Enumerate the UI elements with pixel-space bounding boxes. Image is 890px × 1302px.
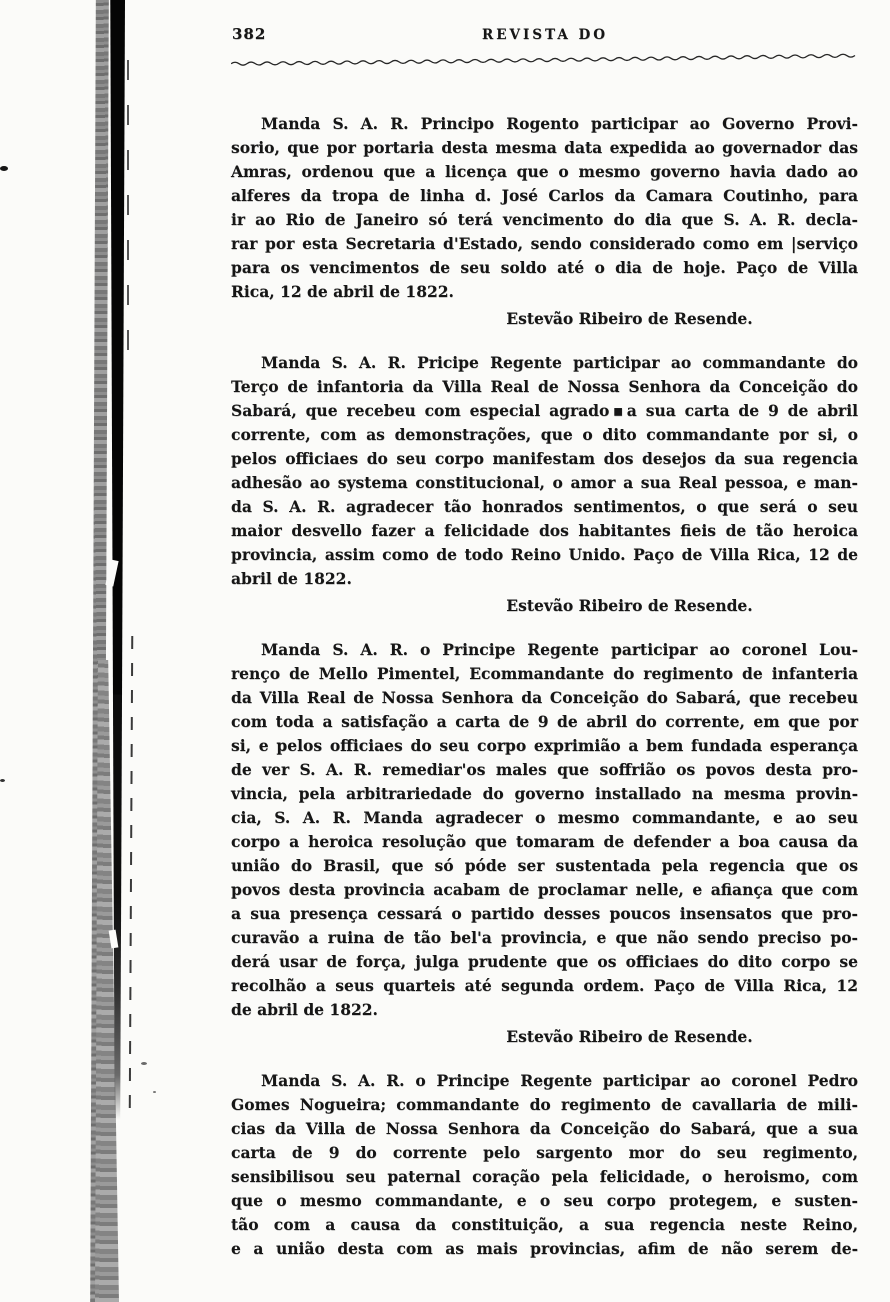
- signature: Estevão Ribeiro de Resende.: [506, 596, 753, 615]
- text-line: cia, S. A. R. Manda agradecer o mesmo commandante, e ao seu: [231, 808, 858, 827]
- text-line: de ver S. A. R. remediar'os males que soffrião os povos desta pro-: [231, 760, 858, 779]
- page-header: [232, 25, 858, 47]
- journal-title: REVISTA DO: [482, 27, 608, 43]
- paragraph-block: [231, 112, 858, 331]
- text-line: que o mesmo commandante, e o seu corpo protegem, e susten-: [231, 1191, 858, 1210]
- text-line: vincia, pela arbitrariedade do governo installado na mesma provin-: [231, 784, 858, 803]
- text-line: curavão a ruina de tão bel'a provincia, e que não sendo preciso po-: [231, 928, 858, 947]
- text-line: derá usar de força, julga prudente que os officiaes do dito corpo se: [231, 952, 858, 971]
- text-line: corrente, com as demonstrações, que o dito commandante por si, o: [231, 425, 858, 444]
- text-line: Amras, ordenou que a licença que o mesmo governo havia dado ao: [231, 162, 858, 181]
- text-line: da Villa Real de Nossa Senhora da Conceição do Sabará, que recebeu: [231, 688, 858, 707]
- signature: Estevão Ribeiro de Resende.: [506, 309, 753, 328]
- text-column: [231, 112, 858, 1261]
- text-line: si, e pelos officiaes do seu corpo exprimião a bem fundada esperança: [231, 736, 858, 755]
- text-line: maior desvello fazer a felicidade dos habitantes fieis de tão heroica: [231, 521, 858, 540]
- text-line: ir ao Rio de Janeiro só terá vencimento do dia que S. A. R. decla-: [231, 210, 858, 229]
- text-line: união do Brasil, que só póde ser sustentada pela regencia que os: [231, 856, 858, 875]
- text-line: Sabará, que recebeu com especial agrado▪a sua carta de 9 de abril: [231, 401, 858, 420]
- text-line: sensibilisou seu paternal coração pela felicidade, o heroismo, com: [231, 1167, 858, 1186]
- ink-speck: [0, 166, 8, 171]
- paragraph: [231, 638, 858, 1022]
- ink-speck: [153, 1091, 156, 1093]
- text-line: pelos officiaes do seu corpo manifestam dos desejos da sua regencia: [231, 449, 858, 468]
- text-line: rar por esta Secretaria d'Estado, sendo considerado como em |serviço: [231, 234, 858, 253]
- text-line: e a união desta com as mais provincias, afim de não serem de-: [231, 1239, 858, 1258]
- paragraph-block: [231, 638, 858, 1049]
- gutter-thin-line: [127, 60, 129, 360]
- text-line: Rica, 12 de abril de 1822.: [231, 282, 454, 301]
- paragraph: [231, 1069, 858, 1261]
- paragraph: [231, 112, 858, 304]
- page-number: 382: [232, 25, 267, 43]
- text-line: Manda S. A. R. Principo Rogento participar ao Governo Provi-: [261, 114, 858, 133]
- paragraph: [231, 351, 858, 591]
- text-line: de abril de 1822.: [231, 1000, 378, 1019]
- text-line: sorio, que por portaria desta mesma data expedida ao governador das: [231, 138, 858, 157]
- text-line: provincia, assim como de todo Reino Unido. Paço de Villa Rica, 12 de: [231, 545, 858, 564]
- text-line: tão com a causa da constituição, a sua regencia neste Reino,: [231, 1215, 858, 1234]
- text-line: Manda S. A. R. Pricipe Regente participar ao commandante do: [261, 353, 858, 372]
- gutter-dashed-line: [129, 636, 134, 1114]
- text-line: alferes da tropa de linha d. José Carlos da Camara Coutinho, para: [231, 186, 858, 205]
- text-line: povos desta provincia acabam de proclamar nelle, e afiança que com: [231, 880, 858, 899]
- text-line: renço de Mello Pimentel, Ecommandante do regimento de infanteria: [231, 664, 858, 683]
- text-line: corpo a heroica resolução que tomaram de defender a boa causa da: [231, 832, 858, 851]
- paragraph-block: [231, 351, 858, 618]
- text-line: Gomes Nogueira; commandante do regimento de cavallaria de mili-: [231, 1095, 858, 1114]
- ink-speck: [0, 779, 5, 782]
- text-line: cias da Villa de Nossa Senhora da Conceição do Sabará, que a sua: [231, 1119, 858, 1138]
- text-line: com toda a satisfação a carta de 9 de abril do corrente, em que por: [231, 712, 858, 731]
- text-line: Manda S. A. R. o Principe Regente participar ao coronel Pedro: [261, 1071, 858, 1090]
- text-line: da S. A. R. agradecer tão honrados sentimentos, o que será o seu: [231, 497, 858, 516]
- text-line: Terço de infantoria da Villa Real de Nossa Senhora da Conceição do: [231, 377, 858, 396]
- text-line: recolhão a seus quarteis até segunda ordem. Paço de Villa Rica, 12: [231, 976, 858, 995]
- text-line: para os vencimentos de seu soldo até o dia de hoje. Paço de Villa: [231, 258, 858, 277]
- ink-speck: [141, 1062, 147, 1065]
- text-line: Manda S. A. R. o Principe Regente participar ao coronel Lou-: [261, 640, 858, 659]
- signature: Estevão Ribeiro de Resende.: [506, 1027, 753, 1046]
- text-line: carta de 9 do corrente pelo sargento mor do seu regimento,: [231, 1143, 858, 1162]
- text-line: abril de 1822.: [231, 569, 352, 588]
- header-rule-wavy-line: [231, 49, 859, 68]
- paragraph-block: [231, 1069, 858, 1261]
- book-gutter-shadow: [0, 0, 170, 1302]
- text-line: a sua presença cessará o partido desses poucos insensatos que pro-: [231, 904, 858, 923]
- text-line: adhesão ao systema constitucional, o amor a sua Real pessoa, e man-: [231, 473, 858, 492]
